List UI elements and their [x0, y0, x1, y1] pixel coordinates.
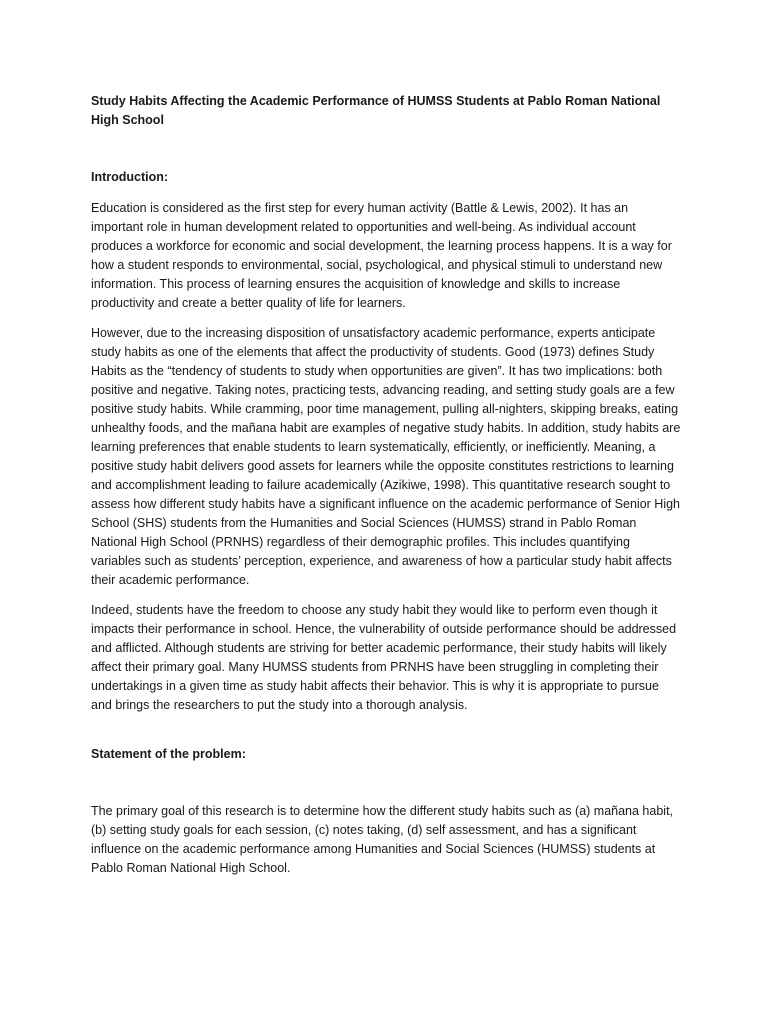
problem-paragraph: The primary goal of this research is to determine how the different study habits such as (a) mañana habit, (b) setting study goals for each session, (c) notes taking, (d) self assessment, and has a significant influence on the academic performance among Humanities and Social Sciences (HUMSS) students at Pablo Roman National High School.	[91, 804, 674, 875]
introduction-heading: Introduction:	[91, 170, 169, 184]
document-title: Study Habits Affecting the Academic Performance of HUMSS Students at Pablo Roman National High School	[91, 94, 661, 127]
document-page	[91, 92, 681, 889]
intro-paragraph-3: Indeed, students have the freedom to choose any study habit they would like to perform even though it impacts their performance in school. Hence, the vulnerability of outside performance should be addressed and afflicted. Although students are striving for better academic performance, their study habits will likely affect their primary goal. Many HUMSS students from PRNHS have been struggling in completing their undertakings in a given time as study habit affects their behavior. This is why it is appropriate to pursue and brings the researchers to put the study into a thorough analysis.	[91, 603, 677, 712]
problem-heading: Statement of the problem:	[91, 747, 246, 761]
intro-paragraph-1: Education is considered as the first step for every human activity (Battle & Lewis, 2002). It has an important role in human development related to opportunities and well-being. As individual account produces a workforce for economic and social development, the learning process happens. It is a way for how a student responds to environmental, social, psychological, and physical stimuli to understand new information. This process of learning ensures the acquisition of knowledge and skills to increase productivity and create a better quality of life for learners.	[91, 201, 672, 310]
intro-paragraph-2: However, due to the increasing disposition of unsatisfactory academic performance, experts anticipate study habits as one of the elements that affect the productivity of students. Good (1973) defines Study Habits as the “tendency of students to study when opportunities are given”. It has two implications: both positive and negative. Taking notes, practicing tests, advancing reading, and setting study goals are a few positive study habits. While cramming, poor time management, pulling all-nighters, skipping breaks, eating unhealthy foods, and the mañana habit are examples of negative study habits. In addition, study habits are learning preferences that enable students to learn systematically, efficiently, or inefficiently. Meaning, a positive study habit delivers good assets for learners while the opposite constitutes restrictions to learning and accomplishment leading to failure academically (Azikiwe, 1998). This quantitative research sought to assess how different study habits have a significant influence on the academic performance of Senior High School (SHS) students from the Humanities and Social Sciences (HUMSS) strand in Pablo Roman National High School (PRNHS) regardless of their demographic profiles. This includes quantifying variables such as students’ perception, experience, and awareness of how a particular study habit affects their academic performance.	[91, 326, 681, 587]
